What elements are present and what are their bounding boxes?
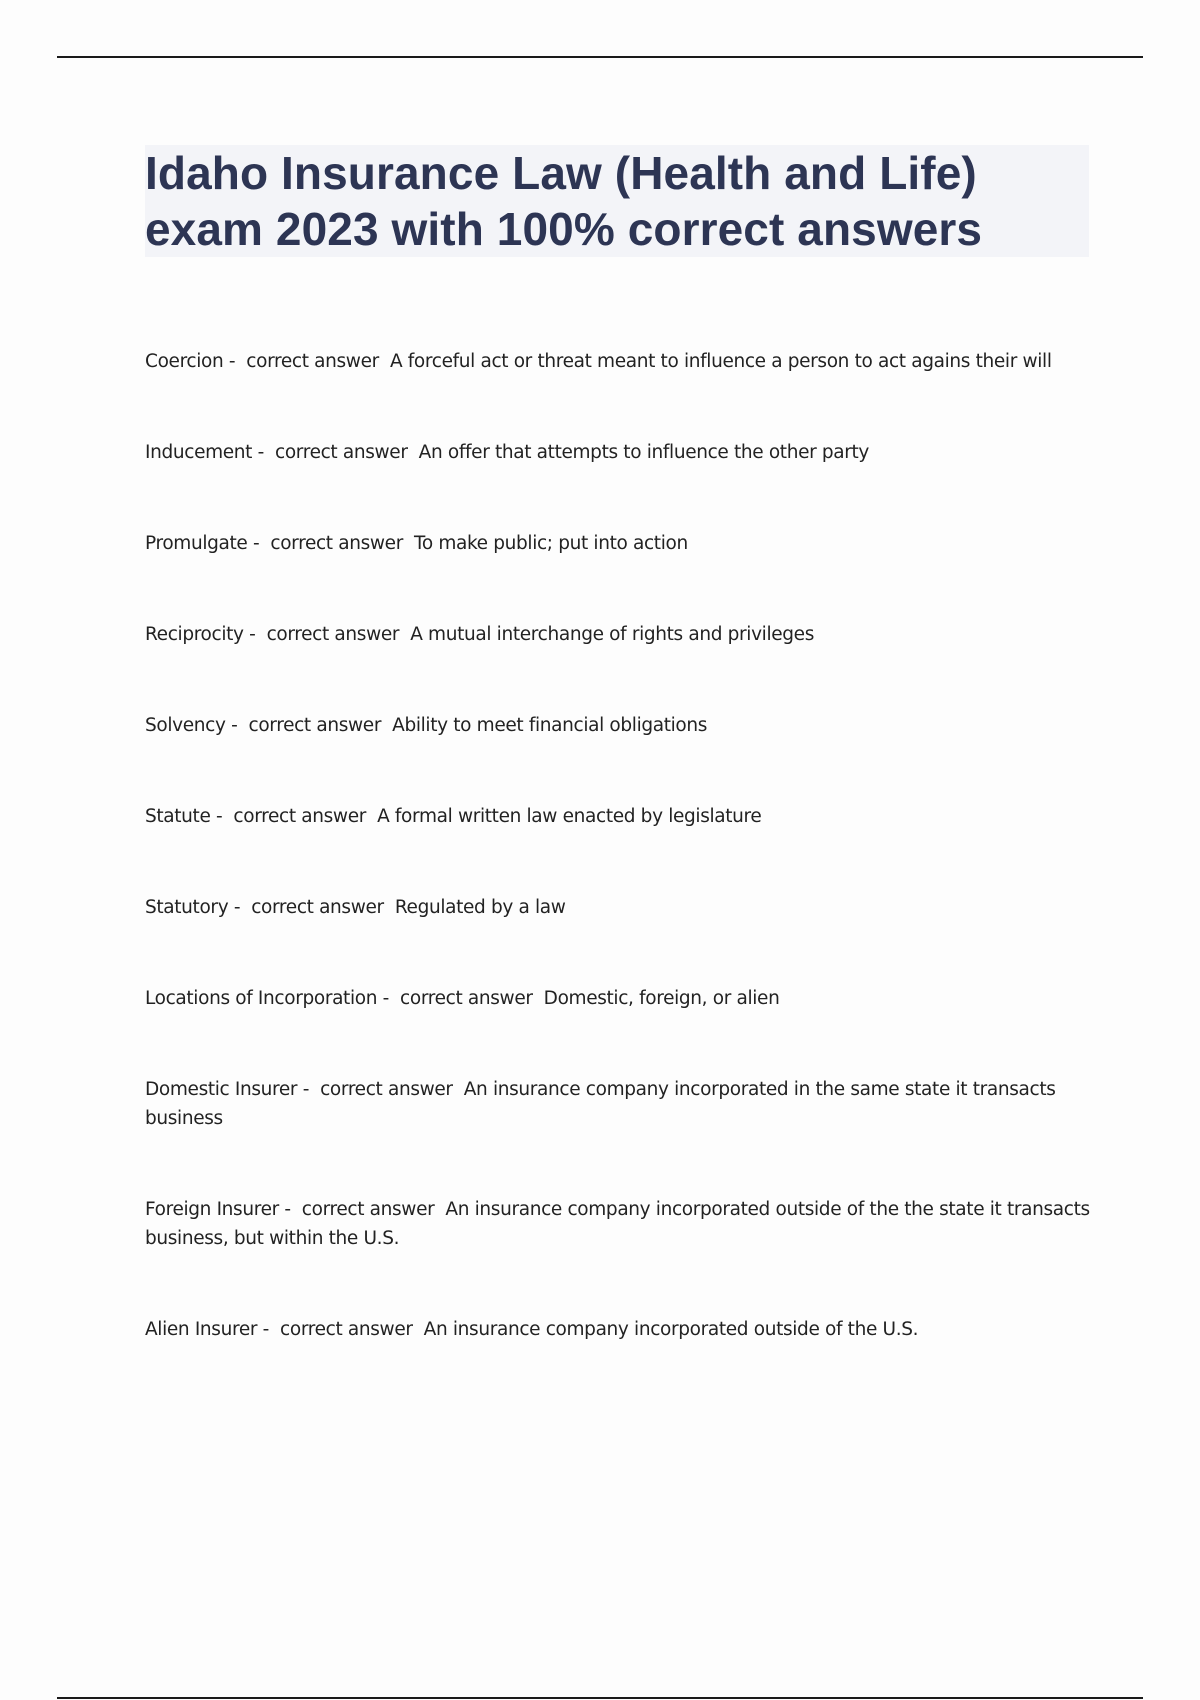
qa-definition: A forceful act or threat meant to influence a person to act agains their will — [389, 351, 1052, 372]
top-rule — [57, 56, 1143, 58]
qa-definition: A formal written law enacted by legislature — [377, 806, 762, 827]
qa-definition: To make public; put into action — [414, 533, 688, 554]
qa-separator: - correct answer — [252, 442, 419, 463]
qa-definition: Regulated by a law — [394, 897, 566, 918]
qa-term: Domestic Insurer — [145, 1079, 298, 1100]
qa-item-alien-insurer — [145, 1315, 1095, 1344]
qa-term: Solvency — [145, 715, 226, 736]
qa-definition: An offer that attempts to influence the other party — [418, 442, 870, 463]
qa-item-inducement — [145, 438, 1095, 467]
qa-separator: - correct answer — [223, 351, 390, 372]
qa-item-domestic-insurer — [145, 1075, 1095, 1133]
qa-separator: - correct answer — [247, 533, 415, 554]
qa-term: Coercion — [145, 351, 224, 372]
qa-separator: - correct answer — [225, 715, 393, 736]
document-title-line-1: Idaho Insurance Law (Health and Life) — [145, 147, 977, 199]
qa-term: Inducement — [145, 442, 253, 463]
qa-term: Locations of Incorporation — [145, 988, 378, 1009]
qa-separator: - correct answer — [243, 624, 411, 645]
qa-separator: - correct answer — [297, 1079, 464, 1100]
qa-item-statutory — [145, 893, 1095, 922]
qa-separator: - correct answer — [377, 988, 544, 1009]
qa-term: Statute — [145, 806, 211, 827]
qa-term: Statutory — [145, 897, 229, 918]
qa-separator: - correct answer — [278, 1199, 446, 1220]
qa-definition: A mutual interchange of rights and privileges — [410, 624, 814, 645]
qa-separator: - correct answer — [228, 897, 395, 918]
qa-term: Foreign Insurer — [145, 1199, 279, 1220]
qa-term: Promulgate — [145, 533, 248, 554]
qa-item-solvency — [145, 711, 1095, 740]
qa-definition: An insurance company incorporated outside of the the state it transacts business, but within the U.S. — [145, 1199, 1090, 1249]
qa-item-coercion — [145, 347, 1095, 376]
qa-definition: An insurance company incorporated outside of the U.S. — [423, 1319, 919, 1340]
qa-definition: An insurance company incorporated in the same state it transacts business — [145, 1079, 1056, 1129]
qa-item-promulgate — [145, 529, 1095, 558]
qa-separator: - correct answer — [210, 806, 378, 827]
qa-item-statute — [145, 802, 1095, 831]
document-title-line-2: exam 2023 with 100% correct answers — [145, 203, 983, 255]
qa-item-locations-of-incorporation — [145, 984, 1095, 1013]
qa-definition: Ability to meet financial obligations — [392, 715, 708, 736]
qa-item-reciprocity — [145, 620, 1095, 649]
qa-definition: Domestic, foreign, or alien — [543, 988, 780, 1009]
qa-separator: - correct answer — [257, 1319, 424, 1340]
bottom-rule — [57, 1697, 1143, 1699]
qa-item-foreign-insurer — [145, 1195, 1095, 1253]
qa-term: Alien Insurer — [145, 1319, 258, 1340]
qa-list — [145, 347, 1095, 1406]
title-block — [145, 145, 1089, 257]
qa-term: Reciprocity — [145, 624, 244, 645]
